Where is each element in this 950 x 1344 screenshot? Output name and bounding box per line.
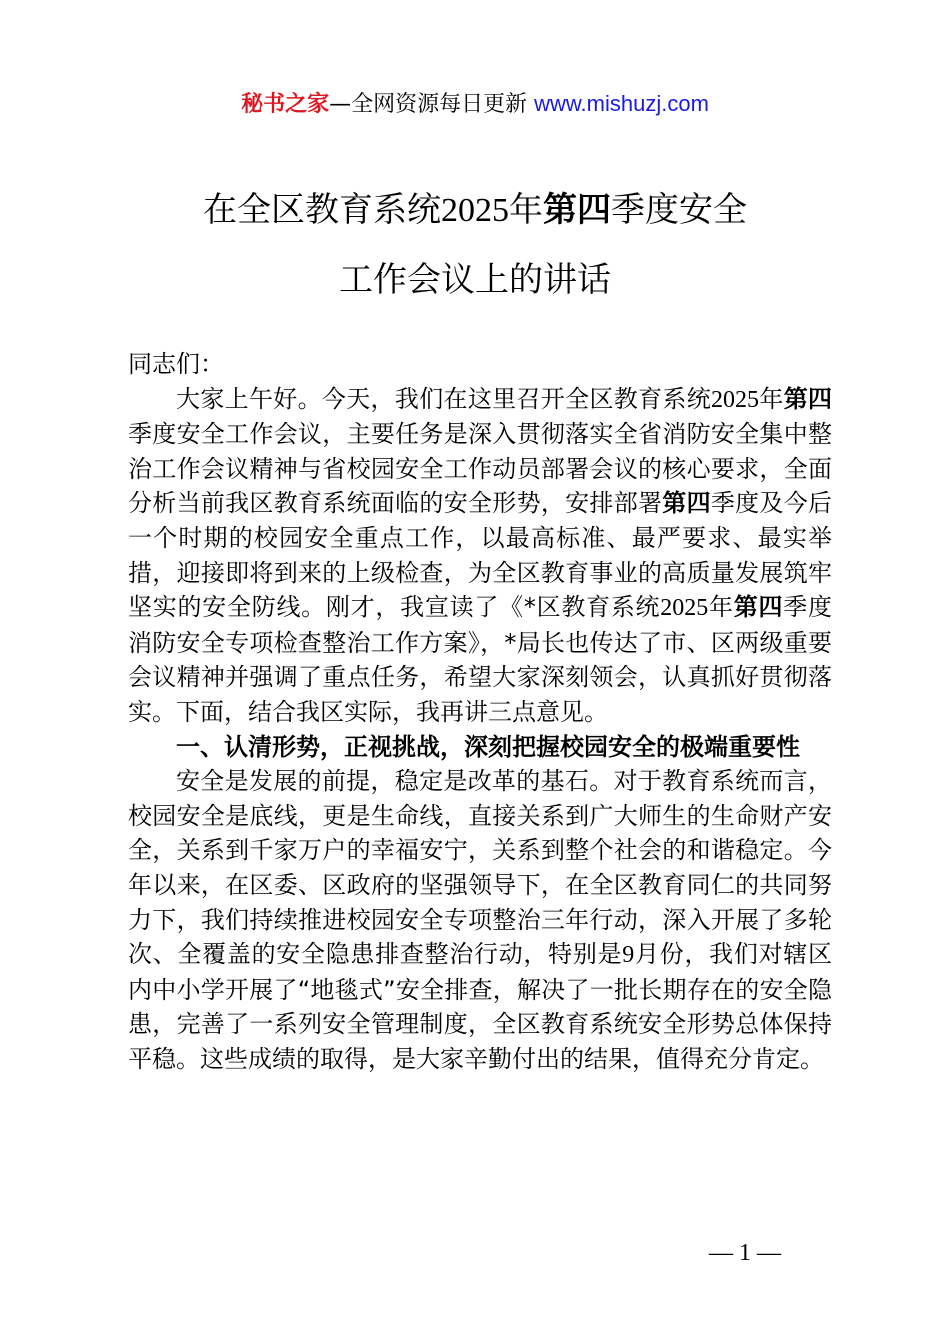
section-heading-1: 一、认清形势，正视挑战，深刻把握校园安全的极端重要性 xyxy=(176,732,800,761)
site-url-link[interactable]: www.mishuzj.com xyxy=(534,91,709,116)
header-tagline: —全网资源每日更新 xyxy=(329,92,528,117)
title-text: 在全区教育系统 xyxy=(203,190,441,230)
document-title-line-2: 工作会议上的讲话 xyxy=(339,260,611,300)
site-header xyxy=(0,86,950,123)
title-text: 季度安全 xyxy=(611,190,747,230)
title-quarter-bold: 第四 xyxy=(543,190,611,230)
document-body xyxy=(128,347,832,1076)
paragraph-section-1: 安全是发展的前提，稳定是改革的基石。对于教育系统而言，校园安全是底线，更是生命线，直接关系到广大师生的生命财产安全，关系到千家万户的幸福安宁，关系到整个社会的和谐稳定。今年以来，在区委、区政府的坚强领导下，在全区教育同仁的共同努力下，我们持续推进校园安全专项整治三年行动，深入开展了多轮次、全覆盖的安全隐患排查整治行动，特别是9月份，我们对辖区内中小学开展了“地毯式”安全排查，解决了一批长期存在的安全隐患，完善了一系列安全管理制度，全区教育系统安全形势总体保持平稳。这些成绩的取得，是大家辛勤付出的结果，值得充分肯定。 xyxy=(128,767,833,1073)
title-year: 2025 xyxy=(441,192,509,229)
title-text: 年 xyxy=(509,190,543,230)
page-number: — 1 — xyxy=(709,1240,781,1266)
document-title-line-1 xyxy=(0,188,950,233)
salutation: 同志们： xyxy=(128,350,224,378)
brand-name: 秘书之家 xyxy=(241,92,330,117)
paragraph-opening: 大家上午好。今天，我们在这里召开全区教育系统2025年第四季度安全工作会议，主要任务是深入贯彻落实全省消防安全集中整治工作会议精神与省校园安全工作动员部署会议的核心要求，全面分析当前我区教育系统面临的安全形势，安排部署第四季度及今后一个时期的校园安全重点工作，以最高标准、最严要求、最实举措，迎接即将到来的上级检查，为全区教育事业的高质量发展筑牢坚实的安全防线。刚才，我宣读了《*区教育系统2025年第四季度消防安全专项检查整治工作方案》，*局长也传达了市、区两级重要会议精神并强调了重点任务，希望大家深刻领会，认真抓好贯彻落实。下面，结合我区实际，我再讲三点意见。 xyxy=(128,384,833,726)
